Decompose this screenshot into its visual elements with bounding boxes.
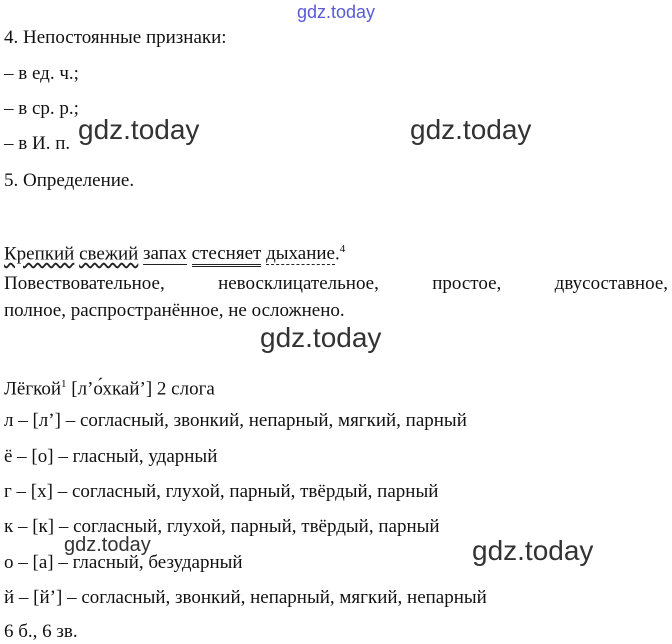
- feature-item-number: – в ед. ч.;: [4, 63, 79, 84]
- feature-item-case: – в И. п.: [4, 133, 71, 154]
- phonetic-row: г – [х] – согласный, глухой, парный, твёрдый, парный: [4, 481, 439, 502]
- watermark-bottom-left: gdz.today: [64, 534, 151, 556]
- phonetic-row: к – [к] – согласный, глухой, парный, твёрдый, парный: [4, 516, 440, 537]
- sentence-word-attribute-2: свежий: [79, 243, 139, 265]
- sentence-word-attribute-1: Крепкий: [4, 243, 75, 265]
- characteristics-row-2: полное, распространённое, не осложнено.: [4, 300, 345, 321]
- phonetic-row: о – [а] – гласный, безударный: [4, 552, 243, 573]
- phonetic-row: й – [й’] – согласный, звонкий, непарный, мягкий, непарный: [4, 587, 487, 608]
- characteristics-row-1: Повествовательное, невосклицательное, простое, двусоставное,: [4, 273, 668, 294]
- section-heading: 4. Непостоянные признаки:: [4, 27, 227, 48]
- parsed-sentence: Крепкий свежий запах стесняет дыхание.$^4$: [4, 238, 345, 265]
- phonetic-index: 1: [61, 378, 67, 390]
- phonetic-title: [4, 373, 215, 400]
- sentence-characteristics: [4, 270, 668, 324]
- sentence-word-subject: запах: [143, 243, 187, 265]
- phonetic-word: Лёгкой: [4, 378, 62, 400]
- watermark-mid-right: gdz.today: [410, 114, 532, 145]
- watermark-top: gdz.today: [297, 2, 376, 22]
- watermark-bottom-right: gdz.today: [472, 535, 594, 566]
- feature-item-gender: – в ср. р.;: [4, 98, 79, 119]
- sentence-word-object: дыхание: [266, 243, 335, 265]
- phonetic-summary: 6 б., 6 зв.: [4, 621, 78, 642]
- phonetic-transcription: [л’о́хкай’] 2 слога: [66, 378, 215, 400]
- phonetic-row: л – [л’] – согласный, звонкий, непарный, мягкий, парный: [4, 410, 467, 431]
- watermark-center: gdz.today: [260, 322, 382, 353]
- phonetic-row: ё – [о] – гласный, ударный: [4, 446, 218, 467]
- watermark-mid-left: gdz.today: [78, 114, 200, 145]
- definition-line: 5. Определение.: [4, 170, 135, 191]
- parse-index: 4: [339, 243, 346, 255]
- sentence-word-predicate: стесняет: [192, 243, 262, 267]
